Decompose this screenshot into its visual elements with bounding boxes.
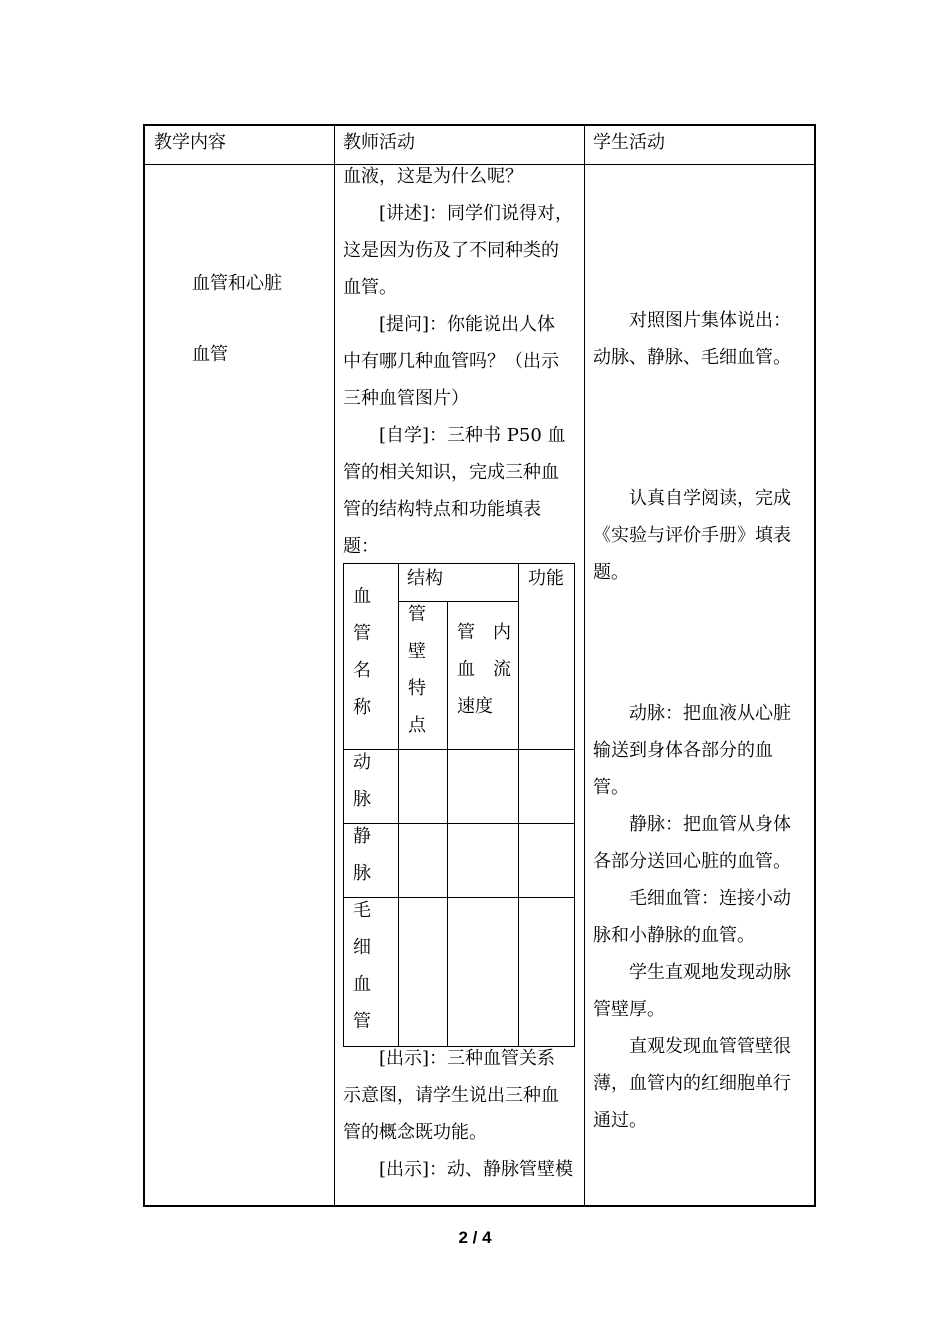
student-line: 毛细血管：连接小动 xyxy=(629,888,791,909)
student-line: 薄，血管内的红细胞单行 xyxy=(593,1073,791,1094)
teacher-activity xyxy=(343,158,575,565)
teacher-line: [提问]：你能说出人体 xyxy=(379,314,556,335)
row-char: 管 xyxy=(353,1011,371,1032)
student-line: 学生直观地发现动脉 xyxy=(629,962,791,983)
page-number: 2 / 4 xyxy=(458,1228,492,1247)
student-line: 各部分送回心脏的血管。 xyxy=(593,851,791,872)
structure-header: 结构 xyxy=(407,568,443,589)
row-char: 脉 xyxy=(353,789,371,810)
student-block-2 xyxy=(593,480,807,591)
teacher-activity-continued xyxy=(343,1040,575,1188)
student-line: 动脉、静脉、毛细血管。 xyxy=(593,347,791,368)
teacher-line: 管的结构特点和功能填表 xyxy=(343,499,541,520)
column-divider-1 xyxy=(334,126,335,1205)
vessel-name-header xyxy=(352,578,372,726)
student-line: 通过。 xyxy=(593,1110,647,1131)
student-line: 直观发现血管管壁很 xyxy=(629,1036,791,1057)
teacher-line: 血液，这是为什么呢？ xyxy=(343,166,523,187)
row-char: 动 xyxy=(353,752,371,773)
speed-header-line: 血 流 xyxy=(457,659,511,680)
student-line: 输送到身体各部分的血 xyxy=(593,740,773,761)
speed-header-line: 管 内 xyxy=(457,622,511,643)
function-header: 功能 xyxy=(528,568,564,589)
row-char: 脉 xyxy=(353,863,371,884)
row-char: 毛 xyxy=(353,900,371,921)
teacher-line: 示意图，请学生说出三种血 xyxy=(343,1085,559,1106)
teacher-line: [出示]：三种血管关系 xyxy=(379,1048,556,1069)
header-char: 血 xyxy=(353,586,371,607)
subtopic-title: 血管 xyxy=(192,344,228,365)
vessel-table xyxy=(343,563,575,1047)
speed-header xyxy=(457,614,511,725)
header-student: 学生活动 xyxy=(593,132,665,153)
student-block-3 xyxy=(593,695,807,1139)
header-char: 管 xyxy=(353,623,371,644)
row-char: 细 xyxy=(353,937,371,958)
header-char: 名 xyxy=(353,660,371,681)
student-line: 题。 xyxy=(593,562,629,583)
student-line: 认真自学阅读，完成 xyxy=(629,488,791,509)
teacher-line: 管的概念既功能。 xyxy=(343,1122,487,1143)
teacher-line: 题： xyxy=(343,536,379,557)
teacher-line: 三种血管图片） xyxy=(343,388,469,409)
teacher-line: [自学]：三种书 P50 血 xyxy=(379,425,566,446)
column-divider-2 xyxy=(584,126,585,1205)
student-block-1 xyxy=(593,302,807,376)
header-char: 特 xyxy=(408,678,426,699)
student-line: 动脉：把血液从心脏 xyxy=(629,703,791,724)
header-teacher: 教师活动 xyxy=(343,132,415,153)
teacher-line: 血管。 xyxy=(343,277,397,298)
teacher-line: [讲述]：同学们说得对， xyxy=(379,203,574,224)
header-char: 管 xyxy=(408,604,426,625)
student-line: 脉和小静脉的血管。 xyxy=(593,925,755,946)
header-char: 称 xyxy=(353,697,371,718)
row-char: 静 xyxy=(353,826,371,847)
header-char: 壁 xyxy=(408,641,426,662)
teacher-line: [出示]：动、静脉管壁模 xyxy=(379,1159,574,1180)
teacher-line: 这是因为伤及了不同种类的 xyxy=(343,240,559,261)
teacher-line: 管的相关知识，完成三种血 xyxy=(343,462,559,483)
speed-header-line: 速度 xyxy=(457,696,493,717)
row-capillary xyxy=(352,892,372,1040)
student-line: 《实验与评价手册》填表 xyxy=(593,525,791,546)
row-char: 血 xyxy=(353,974,371,995)
row-artery xyxy=(352,744,372,818)
student-line: 对照图片集体说出： xyxy=(629,310,791,331)
student-line: 管。 xyxy=(593,777,629,798)
teacher-line: 中有哪几种血管吗？（出示 xyxy=(343,351,559,372)
header-char: 点 xyxy=(408,715,426,736)
topic-title: 血管和心脏 xyxy=(192,273,282,294)
row-vein xyxy=(352,818,372,892)
wall-header xyxy=(407,596,427,744)
student-line: 管壁厚。 xyxy=(593,999,665,1020)
student-line: 静脉：把血管从身体 xyxy=(629,814,791,835)
header-content: 教学内容 xyxy=(154,132,226,153)
